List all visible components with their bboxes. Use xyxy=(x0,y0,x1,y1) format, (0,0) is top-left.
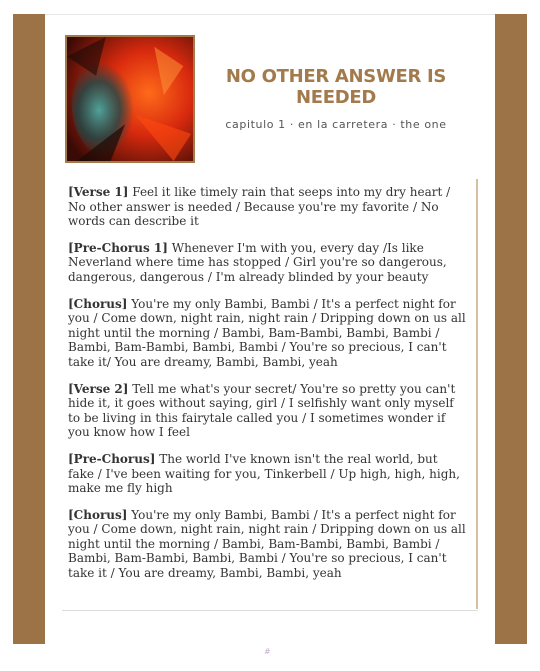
lyrics-scroll-area xyxy=(62,179,476,581)
album-art-image xyxy=(65,35,195,163)
page-subtitle: capitulo 1 · en la carretera · the one xyxy=(225,118,447,131)
top-divider xyxy=(45,14,495,15)
stanza-text: You're my only Bambi, Bambi / It's a perfect night for you / Come down, night rain, night rain / Dripping down on us all night until the morning / Bambi, Bam-Bambi, Bambi, Bambi / Bambi, Bam-Bambi, Bambi, Bambi / You're so precious, I can't take it / You are dreamy, Bambi, Bambi, yeah xyxy=(68,507,466,581)
stanza-tag: [Verse 2] xyxy=(68,381,129,396)
bottom-divider xyxy=(62,610,478,611)
lyrics-stanza xyxy=(68,508,466,581)
stanza-tag: [Pre-Chorus] xyxy=(68,451,156,466)
lyrics-panel[interactable] xyxy=(62,179,478,609)
lyrics-stanza xyxy=(68,452,466,496)
album-art-graphic xyxy=(67,37,193,161)
stanza-tag: [Pre-Chorus 1] xyxy=(68,240,168,255)
stanza-tag: [Chorus] xyxy=(68,296,128,311)
lyrics-stanza xyxy=(68,241,466,285)
stanza-text: You're my only Bambi, Bambi / It's a perfect night for you / Come down, night rain, night rain / Dripping down on us all night until the morning / Bambi, Bam-Bambi, Bambi, Bambi / Bambi, Bam-Bambi, Bambi, Bambi / You're so precious, I can't take it/ You are dreamy, Bambi, Bambi, yeah xyxy=(68,296,466,369)
stanza-text: Feel it like timely rain that seeps into my dry heart / No other answer is needed / Because you're my favorite / No words can describe it xyxy=(68,185,451,229)
stanza-tag: [Verse 1] xyxy=(68,185,129,199)
left-side-bar xyxy=(13,14,45,644)
stanza-tag: [Chorus] xyxy=(68,507,128,522)
stanza-text: The world I've known isn't the real world, but fake / I've been waiting for you, Tinkerbell / Up high, high, high, make me fly high xyxy=(68,451,460,496)
right-side-bar xyxy=(495,14,527,644)
footer-mark: # xyxy=(264,647,271,656)
page-title: NO OTHER ANSWER IS NEEDED xyxy=(225,66,447,108)
lyrics-stanza xyxy=(68,185,466,229)
lyrics-stanza xyxy=(68,382,466,440)
stanza-text: Whenever I'm with you, every day /Is like Neverland where time has stopped / Girl you're so dangerous, dangerous, dangerous / I'm already blinded by your beauty xyxy=(68,240,447,284)
lyrics-stanza xyxy=(68,297,466,370)
stanza-text: Tell me what's your secret/ You're so pretty you can't hide it, it goes without saying, girl / I selfishly want only myself to be living in this fairytale called you / I sometimes wonder if you know how I feel xyxy=(68,381,456,440)
